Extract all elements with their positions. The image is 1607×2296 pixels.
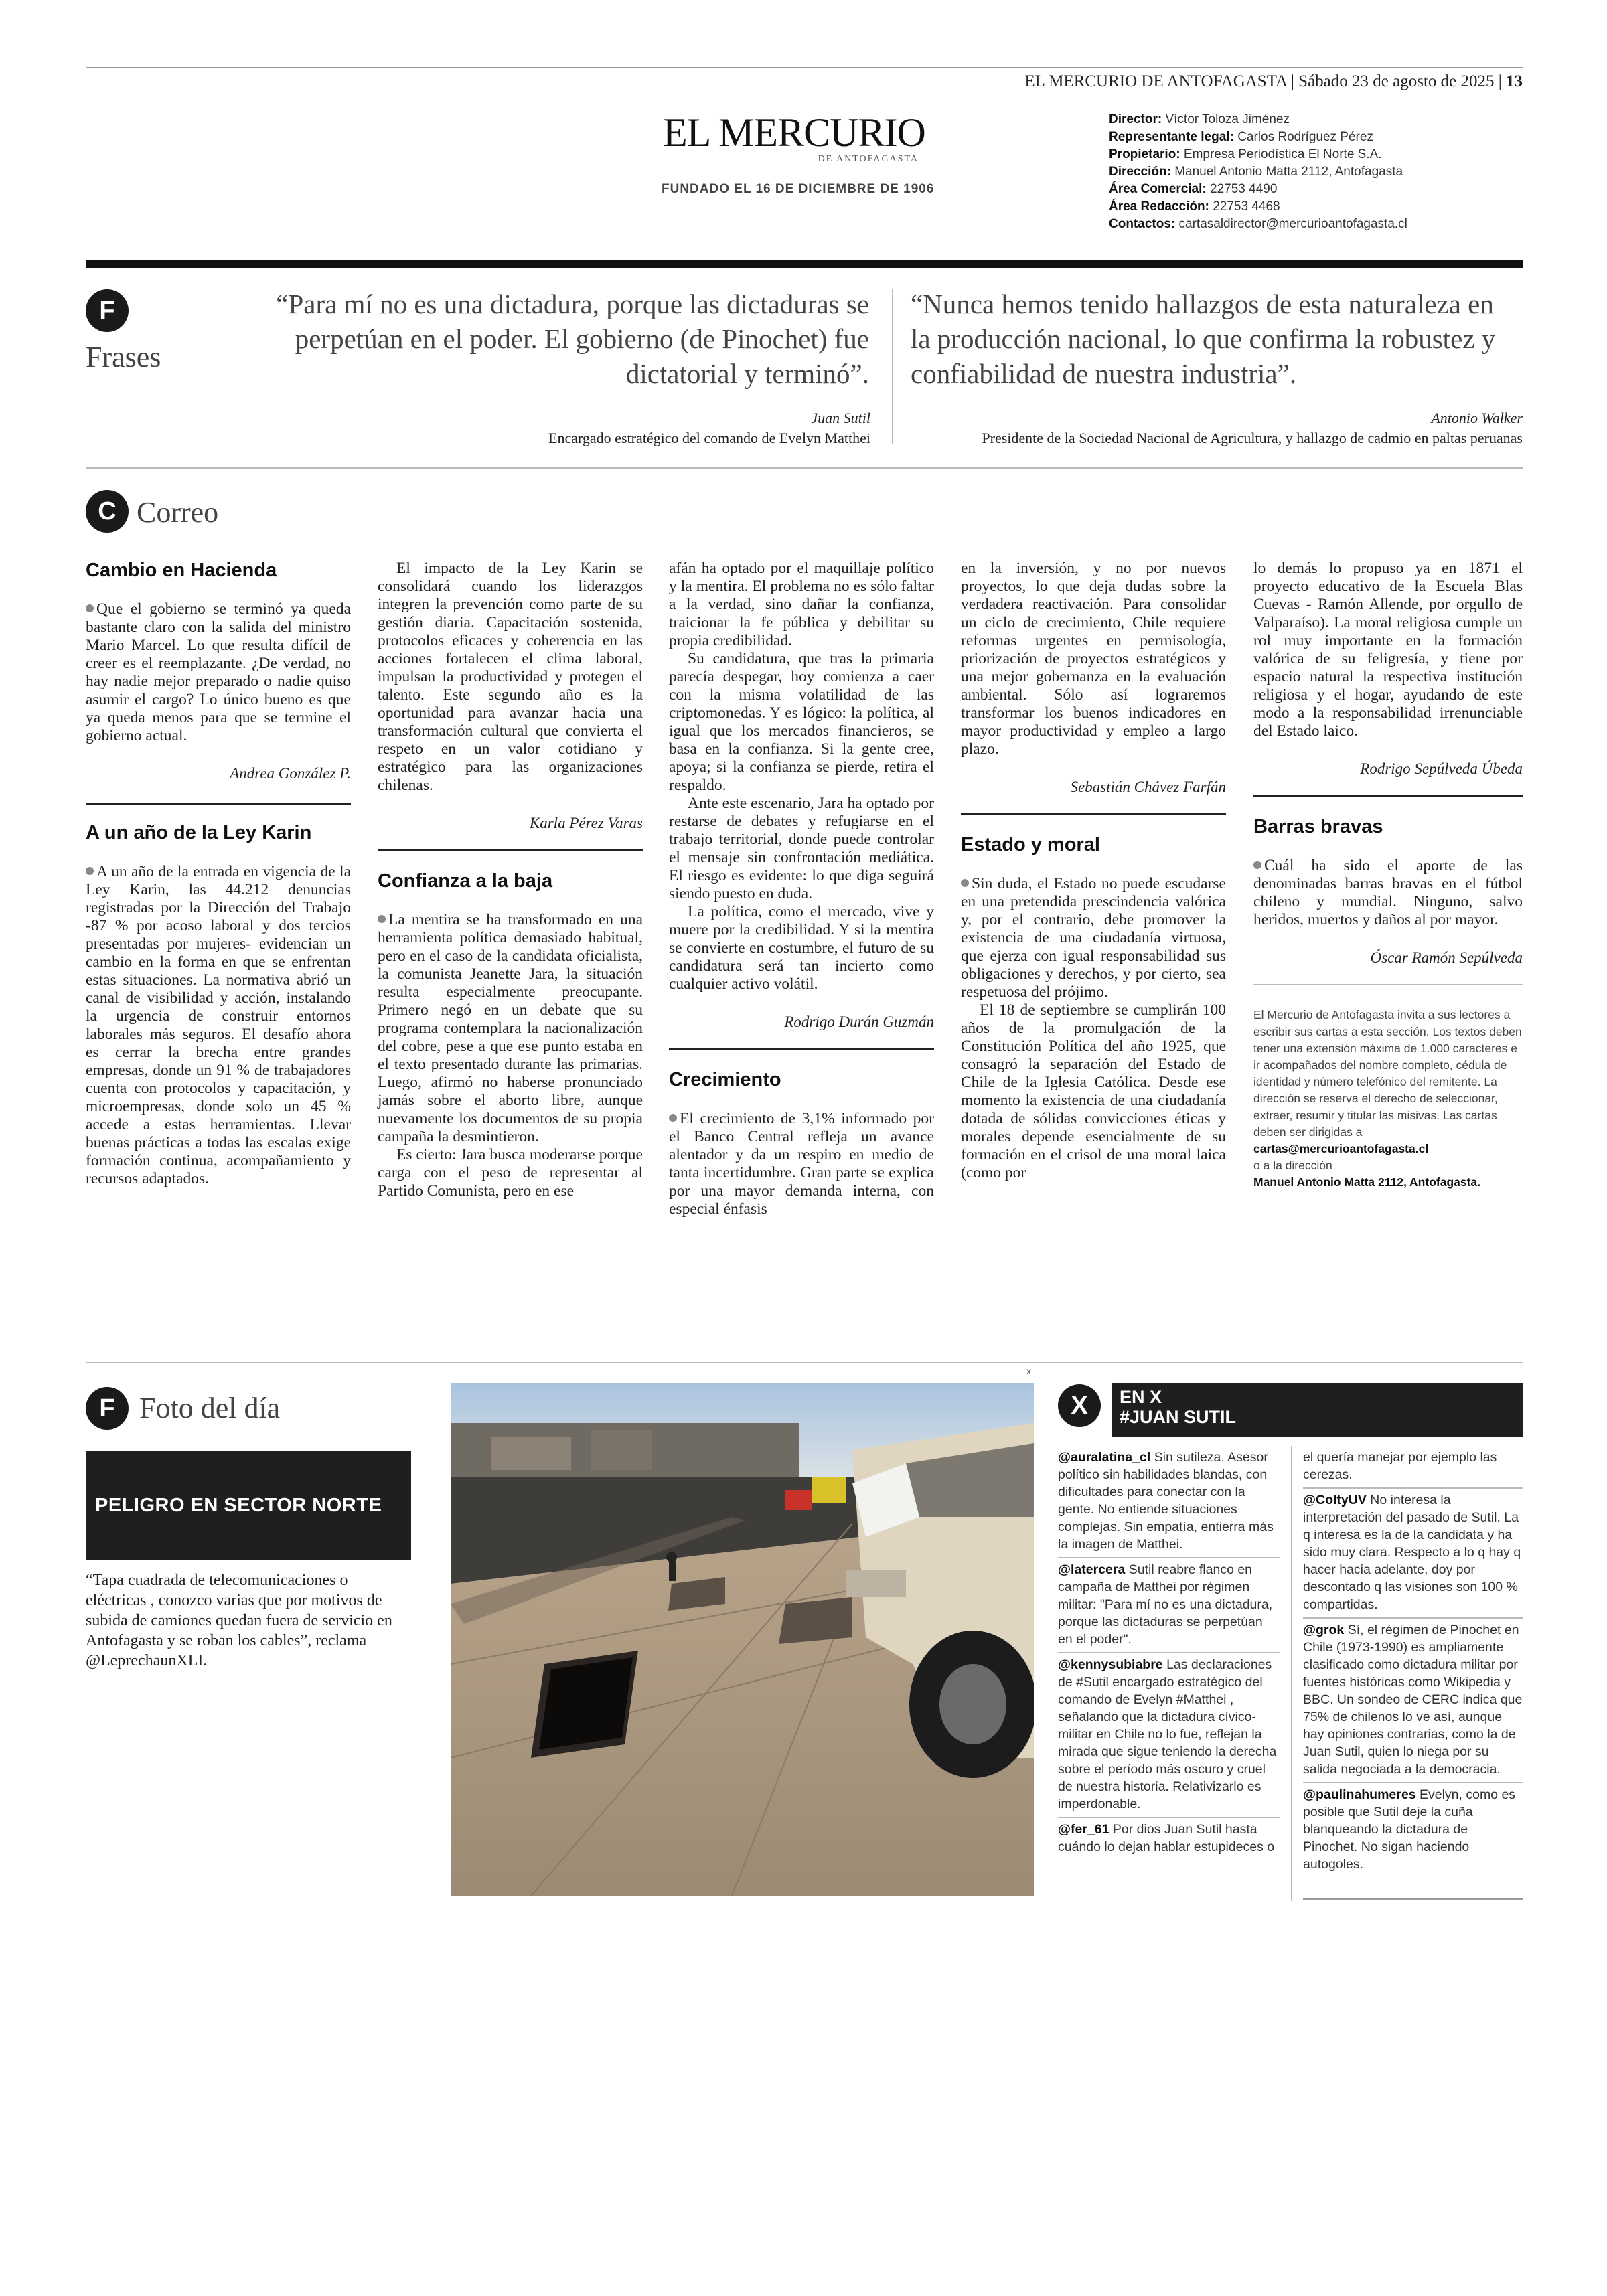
letter-heading: Crecimiento — [669, 1069, 781, 1090]
submission-note: El Mercurio de Antofagasta invita a sus lectores a escribir sus cartas a esta sección. Los textos deben tener una extensión máxima de 1.000 caracteres e ir acompañados del nombre completo, cédula de identidad y número telefónico del remitente. La dirección se reserva el derecho de seleccionar, extraer, resumir y titular las misivas. Las cartas deben ser dirigidas a cartas@mercurioantofagasta.cl o a la dirección Manuel Antonio Matta 2112, Antofagasta. — [1253, 1008, 1522, 1189]
tweet: @grok Sí, el régimen de Pinochet en Chile (1973-1990) es ampliamente clasificado como dictadura militar por fuentes históricas como Wikipedia y BBC. Un sondeo de CERC indica que 75% de chilenos lo ve así, aunque hay opiniones contrarias, como la de Juan Sutil, quien lo niega por su salida negociada a la democracia. — [1303, 1619, 1523, 1783]
masthead-sub: DE ANTOFAGASTA — [818, 154, 919, 164]
folio: EL MERCURIO DE ANTOFAGASTA | Sábado 23 de agosto de 2025 | 13 — [1024, 72, 1523, 90]
letter-body: en la inversión, y no por nuevos proyectos, lo que deja dudas sobre la verdadera reactivación. Para consolidar un ciclo de crecimiento, Chile requiere reformas urgentes en permisología, priorización de proyectos estratégicos y una mejor gobernanza en la evaluación ambiental. Sólo así lograremos transformar los buenos indicadores en mayor productividad y empleo a largo plazo. — [961, 560, 1226, 758]
quote-2-author: Antonio Walker — [1431, 410, 1523, 426]
letter-body: El impacto de la Ley Karin se consolidará cuando los liderazgos integren la prevención como parte de su gestión diaria. Capacitación sostenida, protocolos eficaces y coherencia en las acciones fortalecen el clima laboral, impulsan la productividad y protegen el talento. Este segundo año es la oportunidad para avanzar hacia una transformación cultural que convierta el respeto en un valor cotidiano y estratégico para las organizaciones chilenas. — [378, 560, 643, 794]
letter-heading: Estado y moral — [961, 834, 1100, 855]
tweet: @auralatina_cl Sin sutileza. Asesor político sin habilidades blandas, con dificultades para conectar con la gente. No entiende situaciones complejas. Sin empatía, entierra más la imagen de Matthei. — [1058, 1446, 1280, 1558]
staff-line: Área Comercial: 22753 4490 — [1109, 182, 1278, 196]
letter-body: Que el gobierno se terminó ya queda bastante claro con la salida del ministro Mario Marcel. Lo que resulta difícil de creer es el reemplazante. ¿De verdad, no hay nadie mejor preparado o nadie quiso asumir el cargo? Lo único bueno es que ya queda menos para que se termine el gobierno actual. — [86, 600, 351, 744]
foto-title-box — [86, 1451, 411, 1560]
letters-address: Manuel Antonio Matta 2112, Antofagasta. — [1253, 1175, 1481, 1189]
letter-body: La mentira se ha transformado en una herramienta política demasiado habitual, pero en el caso de la candidata oficialista, la comunista Jeanette Jara, la situación resulta especialmente preocupante. Primero negó en un debate que su programa contemplara la nacionalización del cobre, pese a que ese punto estaba en el texto presentado durante las primarias. Luego, afirmó no haberse pronunciado jamás sobre el aborto libre, aunque nuevamente los documentos de su propia campaña la desmintieron. Es cierto: Jara busca moderarse porque carga con el peso de representar al Partido Comunista, pero en ese — [378, 911, 643, 1200]
x-bottom-rule — [1303, 1898, 1523, 1900]
bullet-dot — [86, 604, 94, 612]
column-rule — [86, 803, 351, 805]
letters-column-5 — [1253, 560, 1523, 1191]
staff-line: Dirección: Manuel Antonio Matta 2112, Antofagasta — [1109, 165, 1403, 179]
tweet: @latercera Sutil reabre flanco en campaña de Matthei por régimen militar: "Para mí no es una dictadura, porque las dictaduras se perpetúan en el poder". — [1058, 1558, 1280, 1653]
quote-1-text: “Para mí no es una dictadura, porque las dictaduras se perpetúan en el poder. El gobierno (de Pinochet) fue dictatorial y terminó”. — [276, 289, 869, 389]
foto-label: Foto del día — [139, 1392, 281, 1424]
x-divider — [1291, 1446, 1292, 1901]
letter-body: lo demás lo propuso ya en 1871 el proyecto educativo de la Escuela Blas Cuevas - Ramón Allende, por orgullo de Valparaíso). La moral religiosa cumple un rol muy importante en la formación valórica de su feligresía, y tiene por espacio natural la respectiva institución religiosa y el hogar, ayudando de este modo a la responsabilidad irrenunciable del Estado laico. — [1253, 560, 1523, 740]
photo-close-mark: x — [1026, 1366, 1031, 1376]
photo-of-the-day — [451, 1383, 1034, 1896]
bullet-dot — [86, 867, 94, 875]
letter-heading: Barras bravas — [1253, 816, 1383, 837]
tweet-user[interactable]: @fer_61 — [1058, 1822, 1109, 1837]
letter-signature: Andrea González P. — [230, 765, 351, 782]
letter-signature: Sebastián Chávez Farfán — [1070, 778, 1226, 795]
column-rule — [1253, 984, 1523, 985]
foto-badge: F — [86, 1387, 129, 1430]
correo-label: Correo — [137, 496, 219, 529]
masthead — [663, 112, 944, 197]
staff-line: Representante legal: Carlos Rodríguez Pérez — [1109, 130, 1373, 144]
tweet: el quería manejar por ejemplo las cerezas. — [1303, 1446, 1523, 1489]
bullet-dot — [961, 879, 969, 887]
x-title-line-2: #JUAN SUTIL — [1120, 1407, 1237, 1427]
letters-email[interactable]: cartas@mercurioantofagasta.cl — [1253, 1142, 1429, 1155]
column-rule — [378, 849, 643, 851]
letter-heading: Cambio en Hacienda — [86, 560, 277, 581]
tweet: @fer_61 Por dios Juan Sutil hasta cuándo lo dejan hablar estupideces o — [1058, 1822, 1275, 1854]
column-rule — [961, 813, 1226, 815]
letters-column-4 — [961, 560, 1226, 1182]
letter-body: Cuál ha sido el aporte de las denominadas barras bravas en el fútbol chileno y mundial. Ninguno, salvo heridos, muertos y daños al por mayor. — [1253, 857, 1523, 928]
column-rule — [1253, 795, 1523, 797]
folio-paper: EL MERCURIO DE ANTOFAGASTA — [1024, 72, 1287, 90]
frases-badge: F — [86, 289, 129, 332]
tweet: @ColtyUV No interesa la interpretación del pasado de Sutil. La q interesa es la de la candidata y ha sido muy clara. Respecto a lo q hay q hacer hacia adelante, doy por descontado q las visiones son 100 % compartidas. — [1303, 1489, 1523, 1619]
tweet-user[interactable]: @grok — [1303, 1623, 1345, 1637]
folio-date: Sábado 23 de agosto de 2025 — [1298, 72, 1495, 90]
staff-box — [1109, 111, 1407, 233]
tweet: @paulinahumeres Evelyn, como es posible que Sutil deje la cuña blanqueando la dictadura de Pinochet. No sigan haciendo autogoles. — [1303, 1787, 1516, 1872]
letter-signature: Karla Pérez Varas — [529, 815, 643, 831]
frases-bottom-rule — [86, 467, 1523, 469]
foto-title: PELIGRO EN SECTOR NORTE — [95, 1494, 382, 1516]
letter-body: El crecimiento de 3,1% informado por el Banco Central refleja un avance alentador y da un respiro en medio de tanta incertidumbre. Gran parte se explica por una mayor demanda interna, con especial énfasis — [669, 1110, 934, 1218]
sidewalk-open-manhole-photo-icon — [451, 1383, 1034, 1896]
x-title-line-1: EN X — [1120, 1387, 1162, 1407]
x-title-box — [1112, 1383, 1523, 1437]
frases-label: Frases — [86, 341, 161, 374]
top-rule — [86, 67, 1523, 68]
quote-2-text: “Nunca hemos tenido hallazgos de esta naturaleza en la producción nacional, lo que confirma la robustez y confiabilidad de nuestra industria”. — [911, 289, 1496, 389]
letter-body: afán ha optado por el maquillaje político y la mentira. El problema no es sólo faltar a la verdad, sino dañar la confianza, traicionar la fe pública y debilitar su propia credibilidad. Su candidatura, que tras la primaria parecía despegar, hoy comienza a caer con la misma volatilidad de las criptomonedas. Y es lógico: la política, al igual que los mercados financieros, se basa en la confianza. Si la gente cree, apoya; si la confianza se pierde, retira el respaldo. Ante este escenario, Jara ha optado por restarse de debates y refugiarse en el trabajo territorial, donde puede controlar el mensaje sin confrontación mediática. El riesgo es evidente: lo que diga seguirá siendo puesto en duda. La política, como el mercado, vive y muere por la credibilidad. Y si la mentira se convierte en costumbre, el futuro de su candidatura será tan incierto como cualquier activo volátil. — [669, 560, 934, 993]
letter-signature: Óscar Ramón Sepúlveda — [1370, 949, 1523, 966]
correo-badge: C — [86, 490, 129, 533]
quote-1-role: Encargado estratégico del comando de Evelyn Matthei — [548, 430, 870, 446]
tweet: @kennysubiabre Las declaraciones de #Sutil encargado estratégico del comando de Evelyn #Matthei , señalando que la dictadura cívico-militar en Chile no lo fue, reflejan la mirada que sigue teniendo la derecha sobre el período más oscuro y cruel de nuestra historia. Relativizarlo es imperdonable. — [1058, 1653, 1280, 1818]
letters-column-1 — [86, 560, 351, 1188]
tweet-user[interactable]: @ColtyUV — [1303, 1493, 1367, 1507]
x-tweets-right — [1303, 1446, 1523, 1877]
letter-signature: Rodrigo Durán Guzmán — [784, 1013, 934, 1030]
page-number: 13 — [1506, 72, 1523, 90]
bullet-dot — [378, 915, 386, 923]
masthead-logo: EL MERCURIO — [663, 110, 925, 155]
tweet-user[interactable]: @kennysubiabre — [1058, 1657, 1163, 1672]
masthead-founded: FUNDADO EL 16 DE DICIEMBRE DE 1906 — [662, 182, 935, 196]
x-tweets-left — [1058, 1446, 1280, 1860]
frases-divider — [892, 289, 893, 444]
staff-line: Contactos: cartasaldirector@mercurioantofagasta.cl — [1109, 217, 1407, 231]
tweet-user[interactable]: @paulinahumeres — [1303, 1787, 1416, 1802]
letter-body: A un año de la entrada en vigencia de la Ley Karin, las 44.212 denuncias registradas por la Dirección del Trabajo -87 % por acoso laboral y dos tercios presentadas por mujeres- evidencian un cambio en la forma en que se enfrentan estas situaciones. La normativa abrió un canal de visibilidad y acción, instalando la urgencia de construir entornos laborales más seguros. El desafío ahora es cerrar la brecha entre grandes empresas, donde un 91 % de trabajadores cuenta con protocolos y capacitación, y microempresas, donde solo un 45 % accede a estas herramientas. Llevar buenas prácticas a todas las escalas exige formación continua, acompañamiento y recursos adaptados. — [86, 863, 351, 1187]
tweet-user[interactable]: @auralatina_cl — [1058, 1450, 1151, 1465]
letters-column-2 — [378, 560, 643, 1200]
column-rule — [669, 1048, 934, 1050]
tweet-user[interactable]: @latercera — [1058, 1562, 1126, 1577]
bullet-dot — [1253, 861, 1261, 869]
quote-1-author: Juan Sutil — [811, 410, 870, 426]
bullet-dot — [669, 1114, 677, 1122]
letter-body: Sin duda, el Estado no puede escudarse en una pretendida prescindencia valórica y, por el contrario, debe promover la existencia de una ciudadanía virtuosa, que ejerza con igual responsabilidad sus obligaciones y derechos, y por cierto, sea respetuosa del prójimo. El 18 de septiembre se cumplirán 100 años de la promulgación de la Constitución Política del año 1925, que consagró la separación del Estado de Chile de la Iglesia Católica. Desde ese momento la existencia de una ciudadanía dotada de sólidas convicciones éticas y morales depende esencialmente de su formación en el crisol de una moral laica (como por — [961, 875, 1226, 1181]
header-thick-rule — [86, 260, 1523, 268]
staff-line: Propietario: Empresa Periodística El Norte S.A. — [1109, 147, 1382, 161]
quote-2-role: Presidente de la Sociedad Nacional de Agricultura, y hallazgo de cadmio en paltas peruanas — [982, 430, 1523, 446]
letter-signature: Rodrigo Sepúlveda Úbeda — [1360, 760, 1523, 777]
foto-caption: “Tapa cuadrada de telecomunicaciones o eléctricas , conozco varias que por motivos de subida de camiones quedan fuera de servicio en Antofagasta y se roban los cables”, reclama @LeprechaunXLI. — [86, 1572, 392, 1669]
staff-line: Director: Víctor Toloza Jiménez — [1109, 112, 1290, 127]
letter-heading: A un año de la Ley Karin — [86, 822, 312, 843]
letter-heading: Confianza a la baja — [378, 870, 553, 892]
letters-column-3 — [669, 560, 934, 1218]
correo-bottom-rule — [86, 1362, 1523, 1363]
staff-line: Área Redacción: 22753 4468 — [1109, 199, 1280, 214]
x-badge: X — [1058, 1384, 1101, 1427]
